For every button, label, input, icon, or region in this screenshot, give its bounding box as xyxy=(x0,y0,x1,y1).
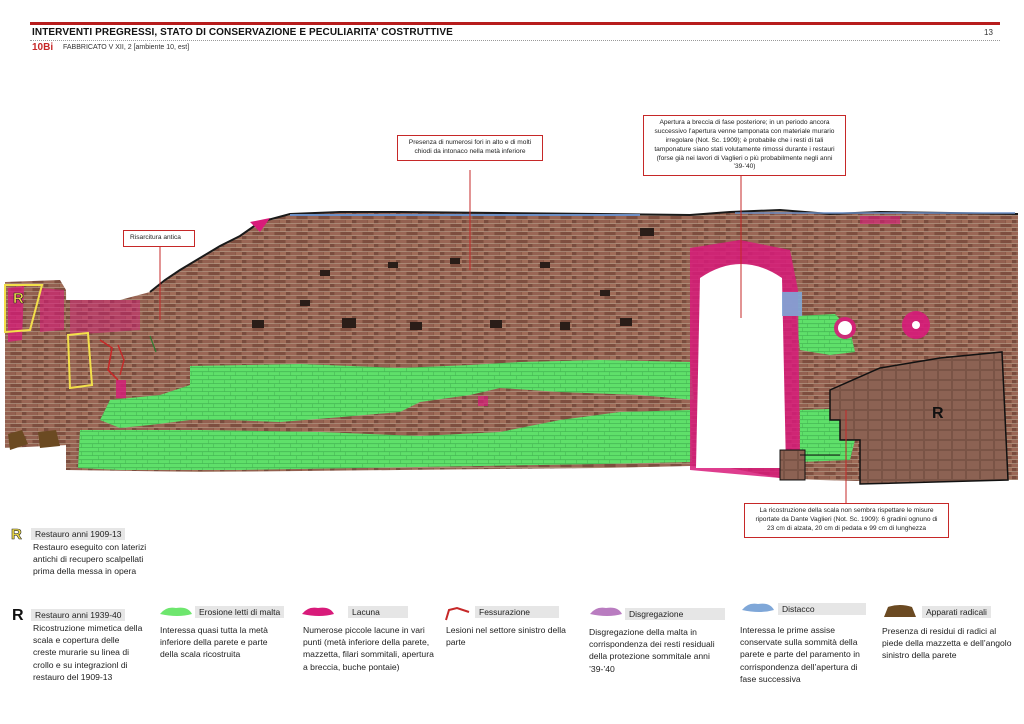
callout-fori: Presenza di numerosi fori in alto e di molti chiodi da intonaco nella metà inferiore xyxy=(397,135,543,161)
callout-scala: La ricostruzione della scala non sembra rispettare le misure riportate da Dante Vaglieri (Not. Sc. 1909): 6 gradini ognuno di 23 cm di alzata, 20 cm di pedata e 99 cm di lunghezza xyxy=(744,503,949,538)
callout-apertura: Apertura a breccia di fase posteriore; in un periodo ancora successivo l’apertura venne tamponata con materiale murario irregolare (Not. Sc. 1909); è probabile che i resti di tali tamponature siano stati volutamente rimossi durante i restauri (forse già nei lavori di Vaglieri o più probabilmente negli anni ’39-’40) xyxy=(643,115,846,176)
legend-restauro-1909-title: Restauro anni 1909-13 xyxy=(31,528,125,540)
legend-erosione-desc: Interessa quasi tutta la metà inferiore della parete e parte della scala ricostruita xyxy=(160,625,268,660)
legend-disgregazione-title: Disgregazione xyxy=(625,608,725,620)
legend-distacco-swatch xyxy=(740,600,776,614)
legend-erosione-title: Erosione letti di malta xyxy=(195,606,284,618)
legend-disgregazione-desc: Disgregazione della malta in corrispondenza dei resti residuali della protezione sommitale anni ’39-’40 xyxy=(589,627,715,674)
legend-restauro-1909-desc: Restauro eseguito con laterizi antichi di recupero scalpellati prima della messa in opera xyxy=(33,542,147,577)
legend-lacuna-title: Lacuna xyxy=(348,606,408,618)
callout-risarcitura: Risarcitura antica xyxy=(123,230,195,247)
legend-restauro-1909-letter: R xyxy=(11,526,22,543)
legend-restauro-1939-letter: R xyxy=(12,607,24,624)
legend-disgregazione-swatch xyxy=(588,604,624,618)
wall-restauro-1939-marker: R xyxy=(932,405,944,422)
legend-lacuna-desc: Numerose piccole lacune in vari punti (metà inferiore della parete, mazzetta, filari sommitali, apertura a breccia, buche pontaie) xyxy=(303,625,434,672)
sheet-code: 10Bi xyxy=(32,42,54,53)
wall-restauro-1909-marker: R xyxy=(13,290,24,307)
legend-apparati-radicali-title: Apparati radicali xyxy=(922,606,991,618)
legend-distacco-desc: Interessa le prime assise conservate sulla sommità della parete e parte del paramento in corrispondenza dell’apertura di fase successiva xyxy=(740,625,860,684)
legend-fessurazione-desc: Lesioni nel settore sinistro della parte xyxy=(446,625,566,648)
page-number: 13 xyxy=(984,28,993,37)
legend-distacco-title: Distacco xyxy=(778,603,866,615)
legend-fessurazione-swatch xyxy=(443,604,473,622)
sheet-subtitle: FABBRICATO V XII, 2 [ambiente 10, est] xyxy=(63,44,190,51)
page-title: INTERVENTI PREGRESSI, STATO DI CONSERVAZIONE E PECULIARITA’ COSTRUTTIVE xyxy=(32,27,453,38)
legend-lacuna-swatch xyxy=(300,604,336,618)
legend-restauro-1939-desc: Ricostruzione mimetica della scala e copertura delle creste murarie su linea di crollo e su integrazionl di restauro del 1909-13 xyxy=(33,623,143,682)
legend-apparati-radicali-swatch xyxy=(882,603,918,619)
legend-erosione-swatch xyxy=(158,604,194,618)
legend-apparati-radicali-desc: Presenza di residui di radici al piede della mazzetta e dell’angolo sinistro della parete xyxy=(882,626,1012,661)
legend-restauro-1939-title: Restauro anni 1939-40 xyxy=(31,609,125,621)
legend-fessurazione-title: Fessurazione xyxy=(475,606,559,618)
